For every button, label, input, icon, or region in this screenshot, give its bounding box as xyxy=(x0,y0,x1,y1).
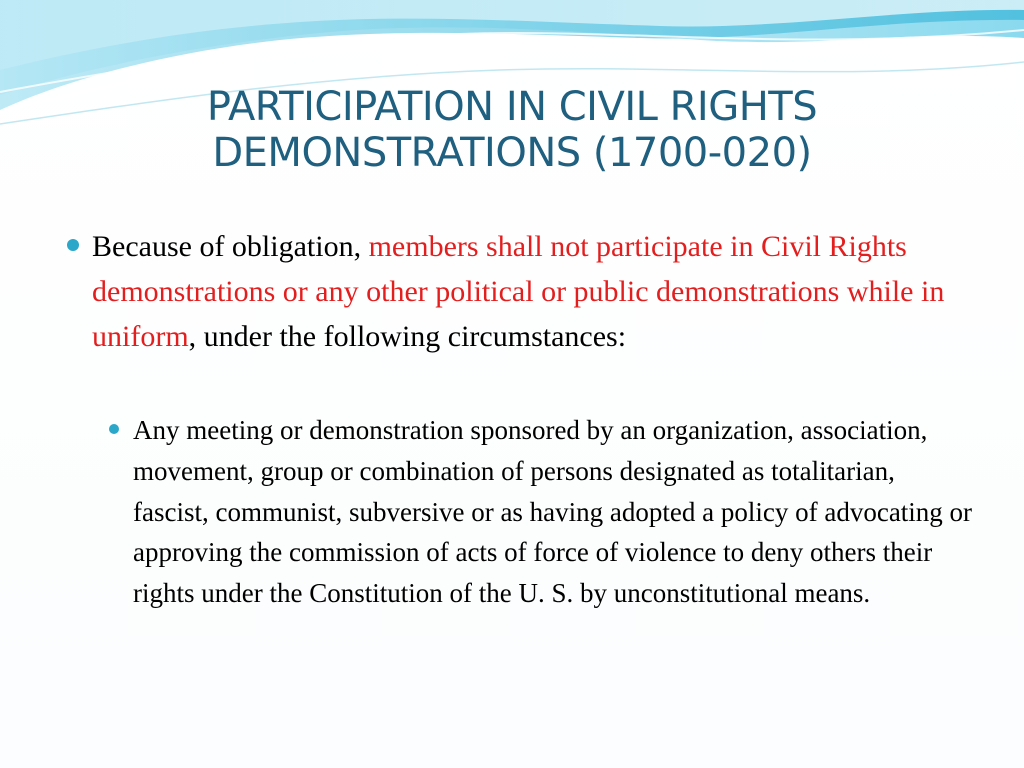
bullet-item-1 xyxy=(92,224,972,359)
bullet-1-outro: , under the following circumstances: xyxy=(188,320,627,353)
bullet-1-intro: Because of obligation, xyxy=(92,230,369,263)
sub-bullet-1-text: Any meeting or demonstration sponsored by an organization, association, movement, group or combination of persons designated as totalitarian, fascist, communist, subversive or as having adopted a policy of advocating or approving the commission of acts of force of violence to deny others their rights under the Constitution of the U. S. by unconstitutional means. xyxy=(133,415,973,609)
sub-bullet-dot-icon xyxy=(109,424,119,434)
title-line-2: DEMONSTRATIONS (1700-020) xyxy=(212,130,812,176)
bullet-dot-icon xyxy=(67,239,79,251)
sub-bullet-item-1 xyxy=(133,410,973,614)
bullet-1-highlight: members shall not participate in Civil Rights demonstrations or any other political or public demonstrations while in uniform xyxy=(92,230,945,353)
title-line-1: PARTICIPATION IN CIVIL RIGHTS xyxy=(206,84,818,130)
